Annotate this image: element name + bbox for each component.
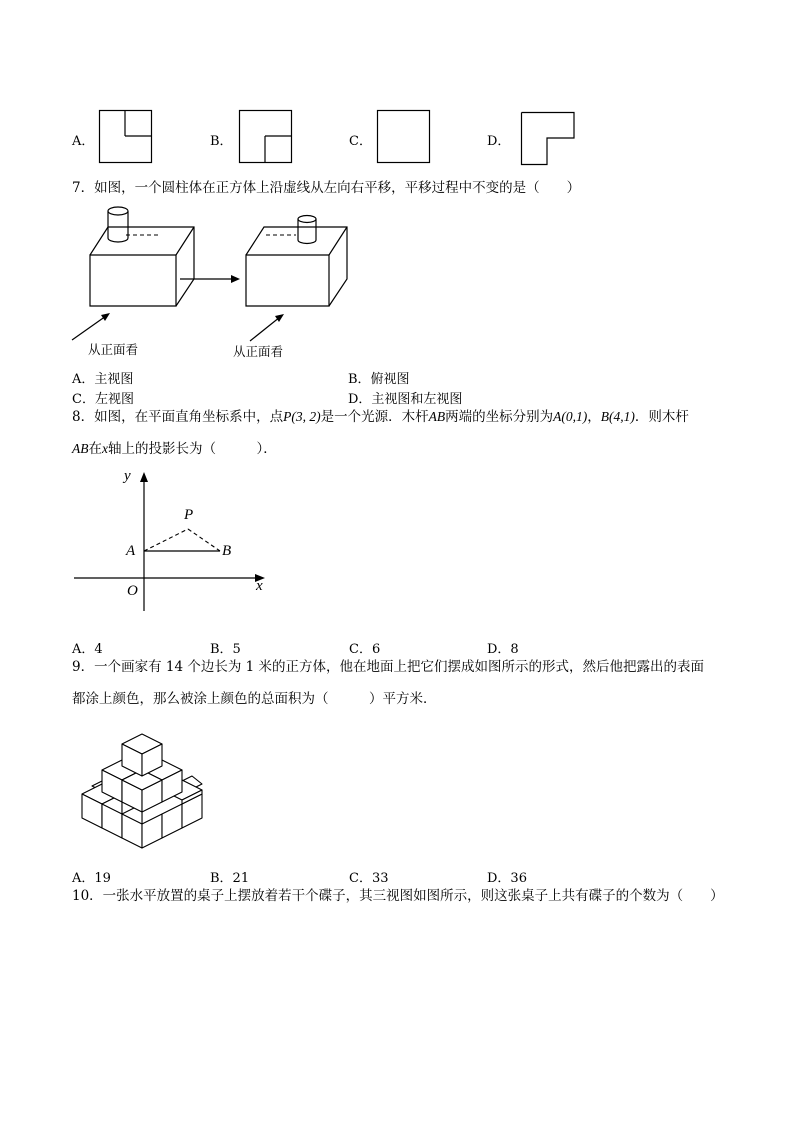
q8-ab-2: AB	[72, 441, 89, 456]
q9-option-d: D．36	[487, 871, 527, 886]
q8-x-var: x	[102, 441, 108, 456]
q8-point-b: B(4,1)	[600, 409, 635, 424]
q8-stem-part2: 是一个光源．木杆	[320, 409, 429, 425]
q7-right-view-label: 从正面看	[233, 344, 284, 359]
q6-option-d-figure	[521, 112, 577, 166]
q8-point-a: A(0,1)	[553, 409, 588, 424]
q8-label-x: x	[256, 578, 263, 594]
q8-stem-part5: 在	[88, 441, 102, 457]
q9-option-a: A．19	[72, 871, 111, 886]
q7-option-b: B．俯视图	[348, 372, 410, 387]
q8-stem-line1	[72, 408, 689, 426]
q7-move-arrow	[180, 275, 240, 283]
q8-dashed-pa	[144, 529, 188, 551]
q7-left-view-label: 从正面看	[88, 342, 139, 357]
q6-option-d-letter: D．	[487, 134, 511, 149]
q7-left-cube	[90, 227, 194, 306]
q8-option-a: A．4	[72, 642, 103, 657]
q8-dashed-pb	[188, 529, 220, 551]
q7-left-cylinder	[108, 207, 128, 242]
q8-coordinate-figure	[70, 468, 280, 618]
q8-label-o: O	[127, 583, 138, 599]
q8-label-y: y	[124, 468, 131, 484]
q6-option-a-figure	[99, 110, 153, 164]
q8-stem-line2	[72, 440, 277, 458]
q8-stem-part4: ．则木杆	[634, 409, 689, 425]
q7-left-view-arrow	[72, 313, 110, 340]
q9-stem-line2: 都涂上颜色，那么被涂上颜色的总面积为（ ）平方米．	[72, 691, 437, 707]
q7-right-cube	[246, 227, 347, 306]
q8-y-axis	[140, 472, 148, 611]
q10-stem: 10．一张水平放置的桌子上摆放着若干个碟子，其三视图如图所示，则这张桌子上共有碟子的个数为（ ）	[72, 888, 724, 904]
q9-cube-stack-figure	[78, 728, 208, 858]
q7-option-d: D．主视图和左视图	[348, 392, 463, 407]
q6-option-b-letter: B．	[210, 134, 233, 149]
q7-right-view-arrow	[250, 314, 284, 341]
q8-option-c: C．6	[349, 642, 381, 657]
q8-label-a: A	[126, 543, 136, 559]
q8-x-axis	[74, 574, 265, 582]
q6-option-c-letter: C．	[349, 134, 372, 149]
q9-stem-line1: 9．一个画家有 14 个边长为 1 米的正方体，他在地面上把它们摆成如图所示的形式，然后他把露出的表面	[72, 659, 705, 675]
q8-label-p: P	[184, 507, 194, 523]
q7-option-c: C．左视图	[72, 392, 134, 407]
q7-figure	[60, 200, 360, 360]
q8-label-b: B	[222, 543, 232, 559]
q8-stem-part6: 轴上的投影长为（ ）．	[108, 441, 277, 457]
q8-option-d: D．8	[487, 642, 519, 657]
q6-option-b-figure	[239, 110, 293, 164]
q8-ab-1: AB	[428, 409, 446, 424]
q7-right-cylinder	[298, 216, 316, 244]
q7-stem: 7．如图，一个圆柱体在正方体上沿虚线从左向右平移，平移过程中不变的是（ ）	[72, 180, 581, 196]
q9-option-c: C．33	[349, 871, 389, 886]
q8-stem-part1: 8．如图，在平面直角坐标系中，点	[72, 409, 284, 425]
q6-option-c-figure	[377, 110, 431, 164]
q9-option-b: B．21	[210, 871, 250, 886]
q7-option-a: A．主视图	[72, 372, 134, 387]
q8-point-p: P(3, 2)	[283, 409, 321, 424]
q8-stem-part3: 两端的坐标分别为	[445, 409, 554, 425]
q8-comma: ，	[587, 409, 601, 425]
q8-option-b: B．5	[210, 642, 241, 657]
q6-option-a-letter: A．	[72, 134, 95, 149]
